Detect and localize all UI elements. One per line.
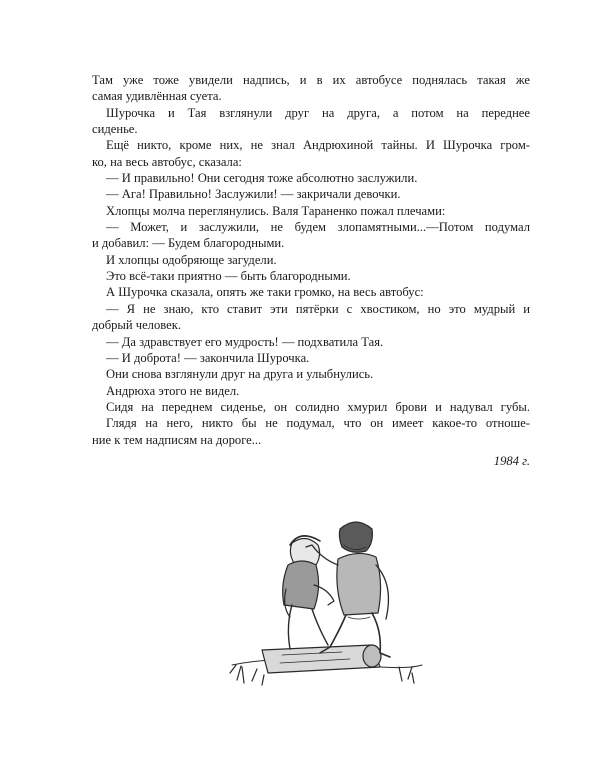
text-line: — Может, и заслужили, не будем злопамятными...—Потом подумал: [106, 220, 530, 235]
text-line: Андрюха этого не видел.: [106, 383, 240, 398]
text-line: — Да здравствует его мудрость! — подхватила Тая.: [106, 334, 384, 349]
text-line: А Шурочка сказала, опять же таки громко, на весь автобус:: [106, 285, 424, 300]
text-line: — И правильно! Они сегодня тоже абсолютно заслужили.: [106, 171, 418, 186]
text-line: Хлопцы молча переглянулись. Валя Тараненко пожал плечами:: [106, 203, 446, 218]
text-line: Глядя на него, никто бы не подумал, что он имеет какое-то отноше-: [106, 416, 530, 431]
text-line: И хлопцы одобряюще загудели.: [106, 252, 277, 267]
text-line: ко, на весь автобус, сказала:: [92, 154, 242, 169]
text-line: — И доброта! — закончила Шурочка.: [106, 350, 310, 365]
text-line: и добавил: — Будем благородными.: [92, 236, 285, 251]
text-line: Ещё никто, кроме них, не знал Андрюхиной тайны. И Шурочка гром-: [106, 138, 530, 153]
illustration-two-boys: [222, 505, 432, 690]
text-line: ние к тем надписям на дороге...: [92, 432, 262, 447]
text-line: Сидя на переднем сиденье, он солидно хмурил брови и надувал губы.: [106, 399, 530, 414]
text-line: самая удивлённая суета.: [92, 89, 222, 104]
text-line: Там уже тоже увидели надпись, и в их автобусе поднялась такая же: [92, 73, 530, 87]
text-line: добрый человек.: [92, 318, 181, 333]
text-line: Они снова взглянули друг на друга и улыбнулись.: [106, 367, 374, 382]
story-text: [92, 72, 530, 448]
text-line: сиденье.: [92, 122, 138, 137]
text-line: Шурочка и Тая взглянули друг на друга, а потом на переднее: [106, 105, 530, 120]
date-signature: 1984 г.: [493, 454, 530, 468]
text-line: Это всё-таки приятно — быть благородными.: [106, 269, 351, 284]
text-line: — Ага! Правильно! Заслужили! — закричали девочки.: [106, 187, 401, 202]
text-line: — Я не знаю, кто ставит эти пятёрки с хвостиком, но это мудрый и: [106, 301, 530, 316]
